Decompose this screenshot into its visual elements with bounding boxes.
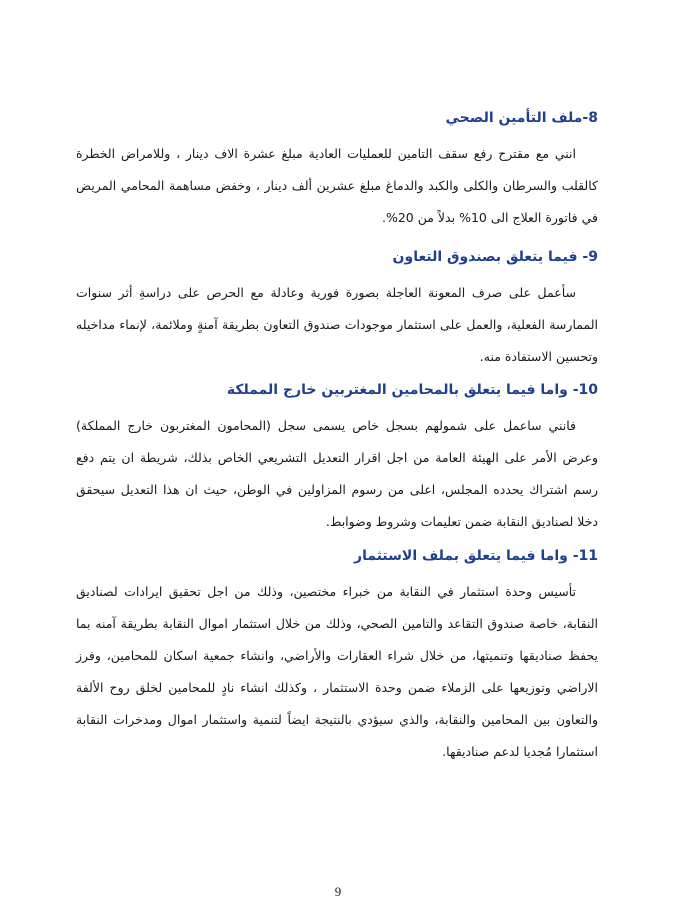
section-8-health-insurance	[76, 108, 598, 234]
section-paragraph	[76, 138, 598, 234]
section-heading: 9- فيما يتعلق بصندوق التعاون	[392, 249, 598, 265]
section-paragraph	[76, 410, 598, 538]
section-paragraph	[76, 277, 598, 373]
paragraph-text: سأعمل على صرف المعونة العاجلة بصورة فورية وعادلة مع الحرص على دراسةِ أثر سنوات الممارسة الفعلية، والعمل على استثمار موجودات صندوق التعاون بطريقة آمنةٍ وملائمة، لإنماء مداخيله وتحسين الاستفادة منه.	[76, 285, 598, 364]
paragraph-text: فانني ساعمل على شمولهم بسجل خاص يسمى سجل (المحامون المغتربون خارج المملكة) وعرض الأمر على الهيئة العامة من اجل اقرار التعديل التشريعي الخاص بذلك، شريطة ان يتم دفع رسم اشتراك يحدده المجلس، اعلى من رسوم المزاولين في الوطن، حيث ان هذا التعديل سيحقق دخلا لصناديق النقابة ضمن تعليمات وشروط وضوابط.	[76, 418, 598, 529]
page-number: 9	[334, 884, 342, 899]
section-10-expatriate-lawyers	[76, 380, 598, 538]
paragraph-text: تأسيس وحدة استثمار في النقابة من خبراء مختصين، وذلك من اجل تحقيق ايرادات لصناديق النقابة، خاصة صندوق التقاعد والتامين الصحي، وذلك من خلال استثمار اموال النقابة بطريقة آمنه بما يحفظ صناديقها وتنميتها، من خلال شراء العقارات والأراضي، وانشاء جمعية اسكان للمحامين، وفرز الاراضي وتوزيعها على الزملاء ضمن وحدة الاستثمار ، وكذلك انشاء نادٍ للمحامين لخلق روح الألفة والتعاون بين المحامين والنقابة، والذي سيؤدي بالنتيجة ايضاً لتنمية واستثمار اموال ومدخرات النقابة استثمارا مُجديا لدعم صناديقها.	[76, 584, 598, 759]
section-heading: 8-ملف التأمين الصحي	[445, 110, 598, 126]
section-heading: 10- واما فيما يتعلق بالمحامين المغتربين خارج المملكة	[226, 382, 598, 398]
paragraph-text: انني مع مقترح رفع سقف التامين للعمليات العادية مبلغ عشرة الاف دينار ، وللامراض الخطرة كالقلب والسرطان والكلى والكبد والدماغ مبلغ عشرين ألف دينار ، وخفض مساهمة المحامي المريض في فاتورة العلاج الى 10% بدلاً من 20%.	[76, 146, 598, 225]
section-9-cooperation-fund	[76, 247, 598, 373]
section-paragraph	[76, 576, 598, 768]
section-11-investment	[76, 546, 598, 768]
section-heading: 11- واما فيما يتعلق بملف الاستثمار	[354, 548, 598, 564]
